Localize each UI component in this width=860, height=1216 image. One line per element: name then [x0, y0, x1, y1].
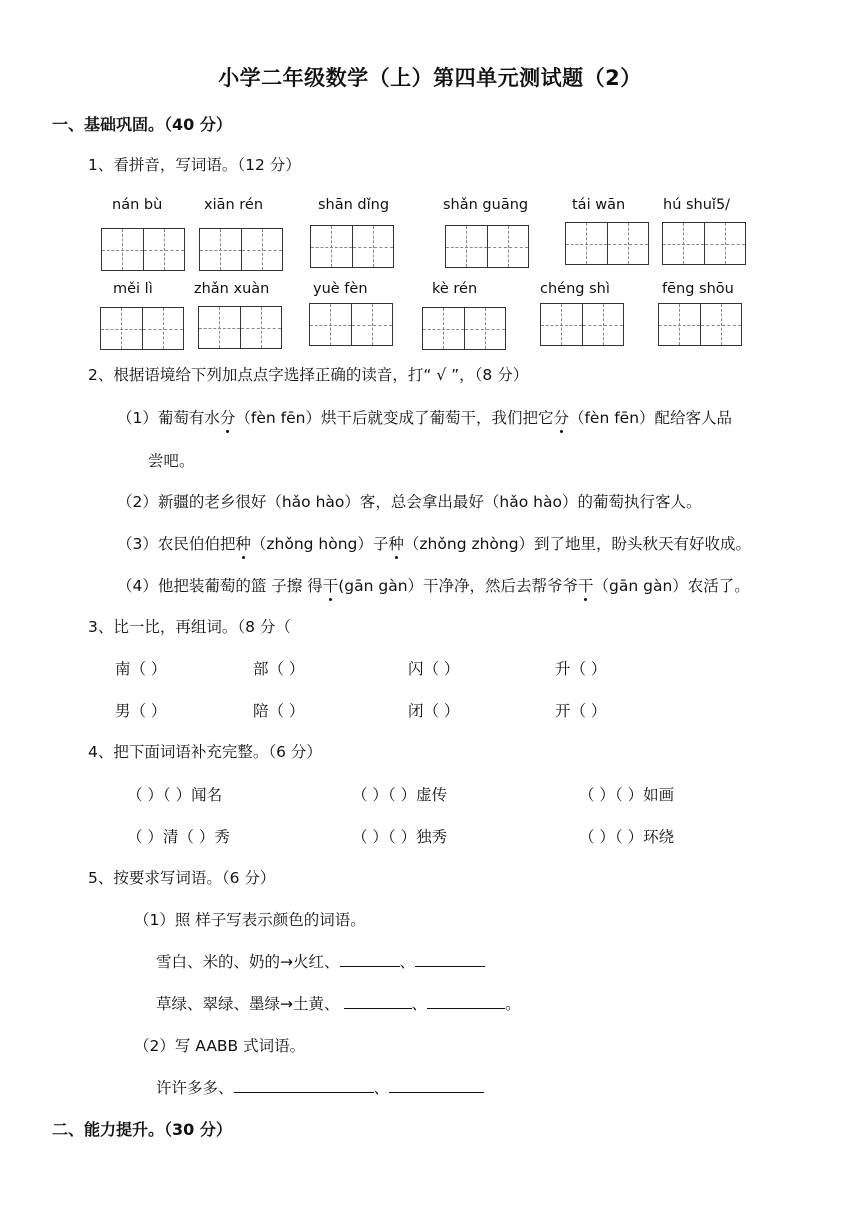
- tianzige-writing-box[interactable]: [445, 225, 529, 268]
- pinyin-label: yuè fèn: [313, 281, 368, 297]
- q3-cell[interactable]: 陪（ ）: [253, 702, 305, 720]
- q3-cell[interactable]: 部（ ）: [253, 660, 305, 678]
- q3-cell[interactable]: 开（ ）: [555, 702, 607, 720]
- q3-cell[interactable]: 闭（ ）: [408, 702, 460, 720]
- q4-idiom[interactable]: （ ）（ ）虚传: [352, 786, 448, 804]
- q3-cell[interactable]: 闪（ ）: [408, 660, 460, 678]
- q2-heading: 2、根据语境给下列加点点字选择正确的读音，打“ √ ”，（8 分）: [88, 366, 529, 384]
- answer-blank[interactable]: [234, 1078, 374, 1093]
- q5-sub-2: （2）写 AABB 式词语。: [134, 1037, 306, 1055]
- q5-line-3: 许许多多、 、: [156, 1076, 484, 1098]
- q5-heading: 5、按要求写词语。（6 分）: [88, 869, 276, 887]
- q4-idiom[interactable]: （ ）（ ）闻名: [127, 786, 223, 804]
- tianzige-writing-box[interactable]: [101, 228, 185, 271]
- q5-line-2: 草绿、翠绿、墨绿→土黄、 、 。: [156, 995, 521, 1013]
- answer-blank[interactable]: [427, 994, 505, 1009]
- tianzige-writing-box[interactable]: [540, 303, 624, 346]
- q2-item-3: （3）农民伯伯把种（zhǒng hòng）子种（zhǒng zhòng）到了地里，盼头秋天有好收成。: [117, 532, 751, 554]
- pinyin-label: hú shuǐ5/: [663, 197, 731, 213]
- q4-idiom[interactable]: （ ）（ ）环绕: [579, 828, 675, 846]
- q2-item-1-cont: 尝吧。: [148, 452, 195, 470]
- q4-idiom[interactable]: （ ）清（ ）秀: [127, 828, 230, 846]
- tianzige-writing-box[interactable]: [309, 303, 393, 346]
- dotted-char: 干: [578, 574, 594, 596]
- q5-sub-1: （1）照 样子写表示颜色的词语。: [134, 911, 366, 929]
- tianzige-writing-box[interactable]: [199, 228, 283, 271]
- q3-cell[interactable]: 男（ ）: [115, 702, 167, 720]
- page-title: 小学二年级数学（上）第四单元测试题（2）: [218, 66, 642, 90]
- q2-item-4: （4）他把装葡萄的篮 子擦 得干(gān gàn）干净净，然后去帮爷爷干（gān gàn）农活了。: [117, 574, 750, 596]
- tianzige-writing-box[interactable]: [198, 306, 282, 349]
- dotted-char: 分: [220, 406, 236, 428]
- q1-heading: 1、看拼音，写词语。（12 分）: [88, 156, 301, 174]
- dotted-char: 种: [235, 532, 251, 554]
- tianzige-writing-box[interactable]: [662, 222, 746, 265]
- q4-idiom[interactable]: （ ）（ ）如画: [579, 786, 675, 804]
- q4-heading: 4、把下面词语补充完整。（6 分）: [88, 743, 322, 761]
- pinyin-label: zhǎn xuàn: [194, 281, 270, 297]
- q5-line-1: 雪白、米的、奶的→火红、 、: [156, 950, 485, 972]
- pinyin-label: měi lì: [113, 281, 153, 297]
- dotted-char: 干: [323, 574, 339, 596]
- dotted-char: 种: [388, 532, 404, 554]
- q3-cell[interactable]: 升（ ）: [555, 660, 607, 678]
- pinyin-label: xiān rén: [204, 197, 264, 213]
- answer-blank[interactable]: [344, 994, 412, 1009]
- pinyin-label: kè rén: [432, 281, 478, 297]
- tianzige-writing-box[interactable]: [100, 307, 184, 350]
- q2-item-1: （1）葡萄有水分（fèn fēn）烘干后就变成了葡萄干，我们把它分（fèn fēn）配给客人品: [117, 406, 732, 428]
- q4-idiom[interactable]: （ ）（ ）独秀: [352, 828, 448, 846]
- answer-blank[interactable]: [389, 1078, 484, 1093]
- tianzige-writing-box[interactable]: [658, 303, 742, 346]
- pinyin-label: tái wān: [572, 197, 626, 213]
- q3-cell[interactable]: 南（ ）: [115, 660, 167, 678]
- section-heading-2: 二、能力提升。（30 分）: [52, 1120, 232, 1139]
- tianzige-writing-box[interactable]: [310, 225, 394, 268]
- section-heading-1: 一、基础巩固。（40 分）: [52, 115, 232, 134]
- pinyin-label: shān dǐng: [318, 197, 390, 213]
- q3-heading: 3、比一比，再组词。（8 分（: [88, 618, 291, 636]
- pinyin-label: chéng shì: [540, 281, 610, 297]
- dotted-char: 分: [553, 406, 569, 428]
- pinyin-label: nán bù: [112, 197, 163, 213]
- answer-blank[interactable]: [340, 952, 400, 967]
- pinyin-label: shǎn guāng: [443, 197, 529, 213]
- answer-blank[interactable]: [415, 952, 485, 967]
- tianzige-writing-box[interactable]: [565, 222, 649, 265]
- pinyin-label: fēng shōu: [662, 281, 734, 297]
- tianzige-writing-box[interactable]: [422, 307, 506, 350]
- q2-item-2: （2）新疆的老乡很好（hǎo hào）客，总会拿出最好（hǎo hào）的葡萄执行客人。: [117, 493, 702, 511]
